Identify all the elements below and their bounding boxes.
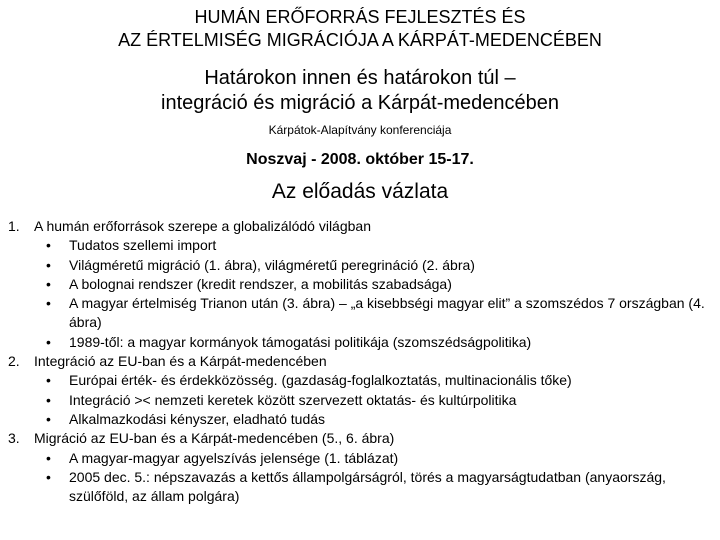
bullet-icon: •	[46, 333, 51, 350]
venue-date: Noszvaj - 2008. október 15-17.	[246, 151, 474, 168]
outline-bullet-text: A bolognai rendszer (kredit rendszer, a mobilitás szabadsága)	[69, 275, 452, 292]
outline-bullet	[8, 410, 708, 429]
outline-item-number: 3.	[8, 430, 20, 447]
outline-bullet-text: Világméretű migráció (1. ábra), világméretű peregrináció (2. ábra)	[69, 256, 475, 273]
outline-item-number: 1.	[8, 218, 20, 234]
bullet-icon: •	[46, 410, 51, 427]
bullet-icon: •	[46, 468, 51, 485]
outline-item	[8, 352, 708, 371]
bullet-icon: •	[46, 295, 51, 312]
outline-item	[8, 429, 708, 448]
bullet-icon: •	[46, 449, 51, 466]
outline-list	[8, 217, 708, 506]
outline-bullet-text: 2005 dec. 5.: népszavazás a kettős állampolgárságról, törés a magyarságtudatban (anyaország, szülőföld, az állam polgára)	[69, 468, 666, 505]
section-heading: Az előadás vázlata	[271, 180, 449, 203]
outline-bullet	[8, 371, 708, 390]
title-line-2: AZ ÉRTELMISÉG MIGRÁCIÓJA A KÁRPÁT-MEDENCÉBEN	[118, 30, 602, 50]
bullet-icon: •	[46, 275, 51, 292]
outline-bullet	[8, 294, 708, 333]
outline-item-text: A humán erőforrások szerepe a globalizálódó világban	[34, 218, 371, 234]
outline-bullet	[8, 449, 708, 468]
bullet-icon: •	[46, 237, 51, 254]
outline-bullet	[8, 256, 708, 275]
bullet-icon: •	[46, 391, 51, 408]
outline-item	[8, 217, 708, 236]
subtitle-line-1: Határokon innen és határokon túl –	[204, 67, 516, 89]
outline-bullet	[8, 391, 708, 410]
bullet-icon: •	[46, 372, 51, 389]
title-line-1: HUMÁN ERŐFORRÁS FEJLESZTÉS ÉS	[194, 7, 526, 27]
outline-item-text: Integráció az EU-ban és a Kárpát-medencében	[34, 353, 327, 370]
outline-bullet-text: Európai érték- és érdekközösség. (gazdaság-foglalkoztatás, multinacionális tőke)	[69, 372, 572, 389]
outline-item-number: 2.	[8, 353, 20, 370]
outline-bullet-text: A magyar-magyar agyelszívás jelensége (1. táblázat)	[69, 449, 399, 466]
outline-bullet-text: Tudatos szellemi import	[69, 237, 217, 254]
page-title	[0, 6, 720, 52]
organizer-label: Kárpátok-Alapítvány konferenciája	[268, 123, 452, 137]
outline-bullet-text: Alkalmazkodási kényszer, eladható tudás	[69, 410, 326, 427]
page-subtitle	[0, 66, 720, 116]
outline-bullet-text: Integráció >< nemzeti keretek között szervezett oktatás- és kultúrpolitika	[69, 391, 517, 408]
outline-bullet-text: A magyar értelmiség Trianon után (3. ábra) – „a kisebbségi magyar elit” a szomszédos 7 országban (4. ábra)	[69, 295, 705, 331]
outline-item-text: Migráció az EU-ban és a Kárpát-medencében (5., 6. ábra)	[34, 430, 395, 447]
outline-bullet-text: 1989-től: a magyar kormányok támogatási politikája (szomszédságpolitika)	[69, 333, 532, 350]
bullet-icon: •	[46, 256, 51, 273]
subtitle-line-2: integráció és migráció a Kárpát-medencében	[161, 92, 559, 114]
outline-bullet	[8, 275, 708, 294]
outline-bullet	[8, 236, 708, 255]
outline-bullet	[8, 333, 708, 352]
outline-bullet	[8, 468, 708, 507]
